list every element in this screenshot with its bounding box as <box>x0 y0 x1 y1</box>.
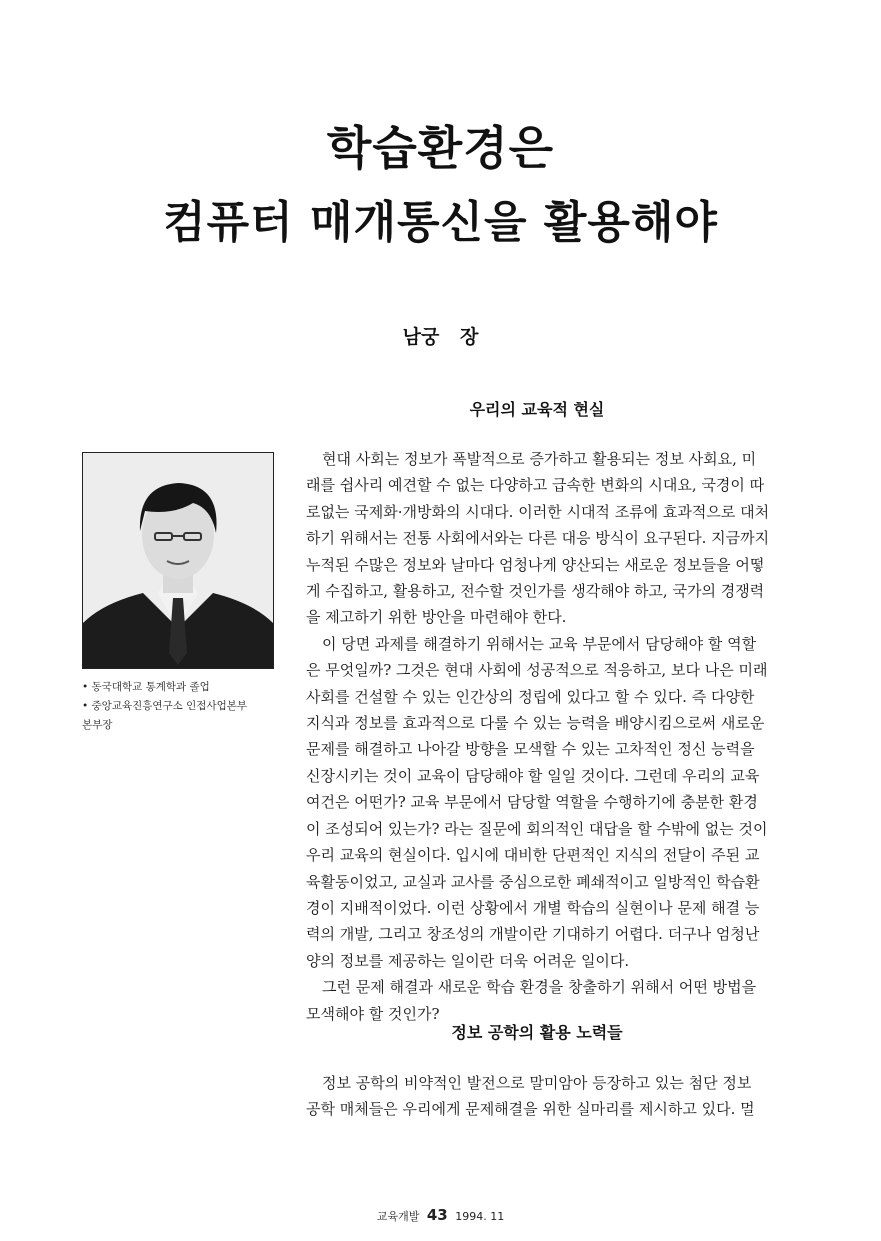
author-bio-line: 본부장 <box>82 719 113 731</box>
section-1-body <box>306 446 770 1027</box>
body-paragraph: 정보 공학의 비약적인 발전으로 말미암아 등장하고 있는 첨단 정보 공학 매체들은 우리에게 문제해결을 위한 실마리를 제시하고 있다. 멀 <box>306 1074 755 1119</box>
body-paragraph: 현대 사회는 정보가 폭발적으로 증가하고 활용되는 정보 사회요, 미래를 쉽사리 예견할 수 없는 다양하고 급속한 변화의 시대요, 국경이 따로없는 국제화·개방화의 시대다. 이러한 시대적 조류에 효과적으로 대처하기 위해서는 전통 사회에서와는 다른 대응 방식이 요구된다. 지금까지 누적된 수많은 정보와 날마다 엄청나게 양산되는 새로운 정보들을 어떻게 수집하고, 활용하고, 전수할 것인가를 생각해야 하고, 국가의 경쟁력을 제고하기 위한 방안을 마련해야 한다. <box>306 450 770 627</box>
section-heading-2: 정보 공학의 활용 노력들 <box>451 1023 623 1042</box>
article-title-line-2: 컴퓨터 매개통신을 활용해야 <box>163 197 718 248</box>
section-2-body <box>306 1070 770 1123</box>
footer-page-number: 43 <box>426 1206 448 1224</box>
footer-date: 1994. 11 <box>455 1210 505 1223</box>
footer-journal: 교육개발 <box>376 1210 420 1223</box>
section-heading-1: 우리의 교육적 현실 <box>469 400 605 419</box>
author-portrait-image <box>83 453 273 668</box>
body-paragraph: 그런 문제 해결과 새로운 학습 환경을 창출하기 위해서 어떤 방법을 모색해야 할 것인가? <box>306 978 757 1023</box>
body-paragraph: 이 당면 과제를 해결하기 위해서는 교육 부문에서 담당해야 할 역할은 무엇일까? 그것은 현대 사회에 성공적으로 적응하고, 보다 나은 미래 사회를 건설할 수 있는 인간상의 정립에 있다고 할 수 있다. 즉 다양한 지식과 정보를 효과적으로 다룰 수 있는 능력을 배양시킴으로써 새로운 문제를 해결하고 나아갈 방향을 모색할 수 있는 고차적인 정신 능력을 신장시키는 것이 교육이 담당해야 할 일일 것이다. 그런데 우리의 교육 여건은 어떤가? 교육 부문에서 담당할 역할을 수행하기에 충분한 환경이 조성되어 있는가? 라는 질문에 회의적인 대답을 할 수밖에 없는 것이 우리 교육의 현실이다. 입시에 대비한 단편적인 지식의 전달이 주된 교육활동이었고, 교실과 교사를 중심으로한 폐쇄적이고 일방적인 학습환경이 지배적이었다. 이런 상황에서 개별 학습의 실현이나 문제 해결 능력의 개발, 그리고 창조성의 개발이란 기대하기 어렵다. 더구나 엄청난 양의 정보를 제공하는 일이란 더욱 어려운 일이다. <box>306 634 768 970</box>
author-photo <box>82 452 274 669</box>
author-bio-line: • 동국대학교 통계학과 졸업 <box>82 681 210 693</box>
author-name: 남궁 장 <box>402 326 479 348</box>
author-bio <box>82 678 282 735</box>
author-bio-line: • 중앙교육진흥연구소 인접사업본부 <box>82 700 248 712</box>
page-footer <box>0 1206 881 1224</box>
article-title-line-1: 학습환경은 <box>326 121 555 175</box>
